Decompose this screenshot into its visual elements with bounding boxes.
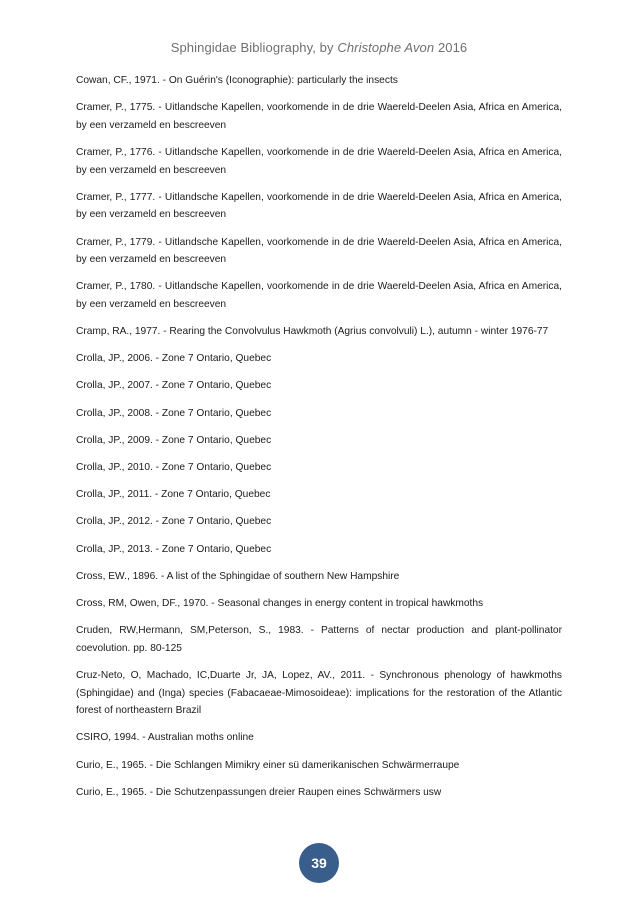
bibliography-entry: Cramp, RA., 1977. - Rearing the Convolvulus Hawkmoth (Agrius convolvuli) L.), autumn - winter 1976-77 — [76, 326, 549, 338]
bibliography-entry: Crolla, JP., 2011. - Zone 7 Ontario, Quebec — [76, 489, 271, 501]
bibliography-entry: Curio, E., 1965. - Die Schlangen Mimikry einer sü damerikanischen Schwärmerraupe — [76, 759, 460, 771]
bibliography-entry: Cramer, P., 1779. - Uitlandsche Kapellen, voorkomende in de drie Waereld-Deelen Asia, Africa en America, by een verzameld en bescreeven — [76, 236, 562, 266]
header-year: 2016 — [434, 40, 468, 55]
header-title: Sphingidae Bibliography, by — [170, 40, 338, 55]
bibliography-entry: Cruden, RW,Hermann, SM,Peterson, S., 1983. - Patterns of nectar production and plant-pollinator coevolution. pp. 80-125 — [76, 625, 562, 654]
bibliography-list — [76, 72, 562, 811]
bibliography-entry: Crolla, JP., 2007. - Zone 7 Ontario, Quebec — [76, 380, 272, 392]
bibliography-entry: Cramer, P., 1775. - Uitlandsche Kapellen, voorkomende in de drie Waereld-Deelen Asia, Africa en America, by een verzameld en bescreeven — [76, 102, 562, 131]
bibliography-entry: Cramer, P., 1776. - Uitlandsche Kapellen, voorkomende in de drie Waereld-Deelen Asia, Africa en America, by een verzameld en bescreeven — [76, 146, 562, 176]
bibliography-entry: Crolla, JP., 2013. - Zone 7 Ontario, Quebec — [76, 543, 272, 555]
bibliography-entry: Crolla, JP., 2008. - Zone 7 Ontario, Quebec — [76, 407, 272, 419]
bibliography-entry: Cowan, CF., 1971. - On Guérin's (Iconographie): particularly the insects — [76, 75, 398, 86]
bibliography-entry: Crolla, JP., 2012. - Zone 7 Ontario, Quebec — [76, 516, 272, 528]
bibliography-entry: Curio, E., 1965. - Die Schutzenpassungen dreier Raupen eines Schwärmers usw — [76, 786, 442, 798]
running-header — [0, 40, 638, 55]
bibliography-entry: CSIRO, 1994. - Australian moths online — [76, 732, 254, 744]
bibliography-entry: Cross, EW., 1896. - A list of the Sphingidae of southern New Hampshire — [76, 570, 400, 582]
bibliography-entry: Cruz-Neto, O, Machado, IC,Duarte Jr, JA, Lopez, AV., 2011. - Synchronous phenology of hawkmoths (Sphingidae) and (Inga) species (Fabacaeae-Mimosoideae): implications for the restoration of the Atlantic forest of northeastern Brazil — [76, 669, 562, 717]
bibliography-entry: Crolla, JP., 2010. - Zone 7 Ontario, Quebec — [76, 462, 272, 474]
header-author: Christophe Avon — [337, 40, 435, 55]
bibliography-entry: Cramer, P., 1780. - Uitlandsche Kapellen, voorkomende in de drie Waereld-Deelen Asia, Africa en America, by een verzameld en bescreeven — [76, 281, 562, 310]
bibliography-entry: Cross, RM, Owen, DF., 1970. - Seasonal changes in energy content in tropical hawkmoths — [76, 597, 484, 609]
bibliography-entry: Cramer, P., 1777. - Uitlandsche Kapellen, voorkomende in de drie Waereld-Deelen Asia, Africa en America, by een verzameld en bescreeven — [76, 191, 562, 221]
bibliography-entry: Crolla, JP., 2006. - Zone 7 Ontario, Quebec — [76, 353, 272, 365]
bibliography-entry: Crolla, JP., 2009. - Zone 7 Ontario, Quebec — [76, 434, 272, 446]
page-number-badge: 39 — [299, 843, 339, 883]
